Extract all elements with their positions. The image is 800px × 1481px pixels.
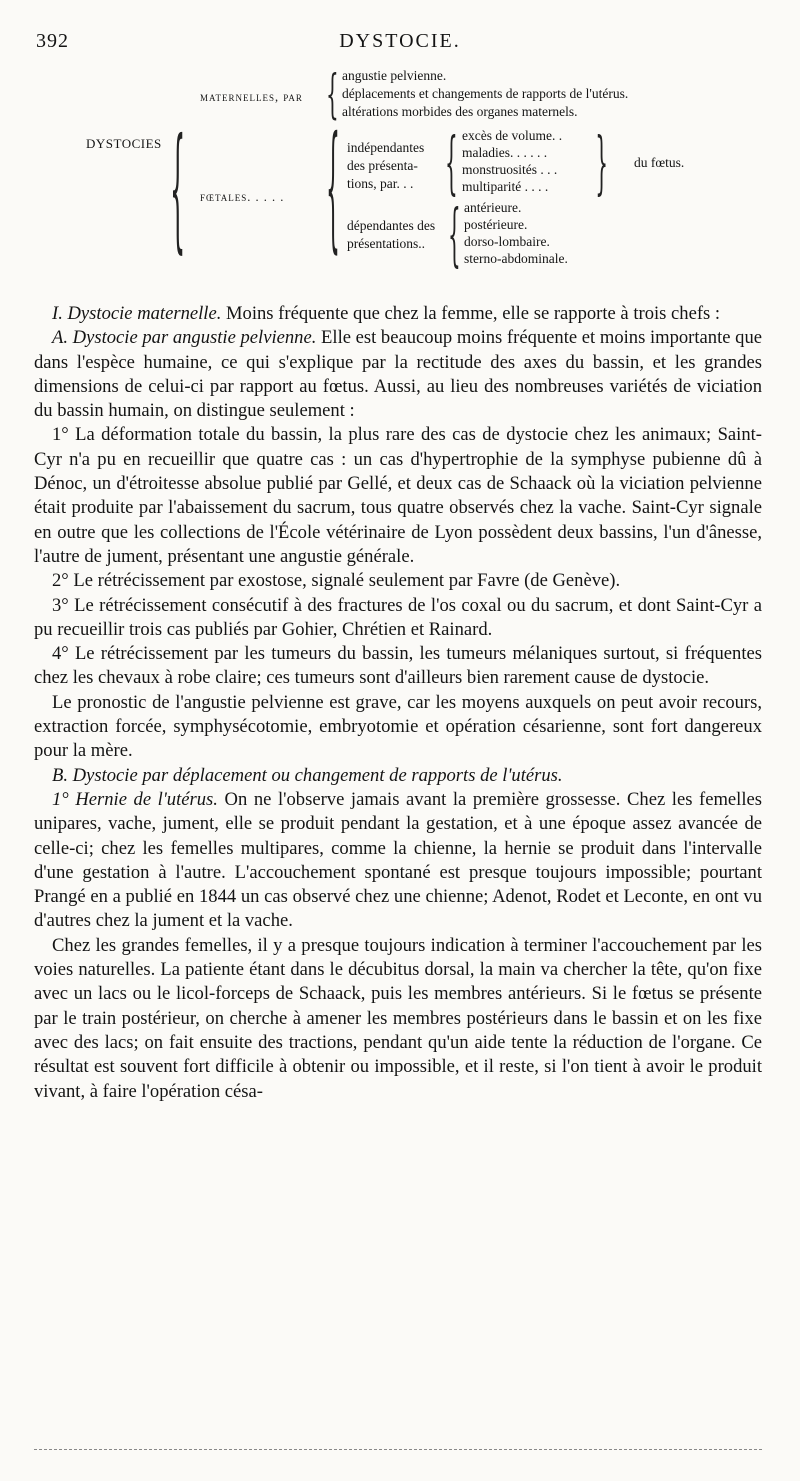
hernie-title: 1° Hernie de l'utérus. (52, 788, 218, 810)
bottom-rule (34, 1449, 762, 1450)
classification-table (30, 60, 775, 285)
paragraph-2: 2° Le rétrécissement par exostose, signalé seulement par Favre (de Genève). (52, 570, 621, 592)
brace-root: { (170, 110, 186, 268)
independantes-label-1: indépendantes (347, 140, 425, 155)
section-b-title: B. Dystocie par déplacement ou changement de rapports de l'utérus. (52, 764, 563, 786)
independantes-item-3: monstruosités . . . (462, 162, 558, 177)
section-b (34, 764, 762, 788)
section-maternelle-text: Moins fréquente que chez la femme, elle se rapporte à trois chefs : (221, 303, 721, 324)
independantes-item-1: excès de volume. . (462, 128, 563, 143)
dependantes-item-2: postérieure. (464, 217, 528, 232)
maternelles-item-1: angustie pelvienne. (342, 68, 447, 83)
brace-independantes: { (445, 121, 458, 203)
dependantes-item-4: sterno-abdominale. (464, 251, 568, 266)
brace-closing: { (595, 121, 608, 203)
maternelles-item-3: altérations morbides des organes maternels. (342, 104, 578, 119)
maternelles-item-2: déplacements et changements de rapports de l'utérus. (342, 86, 629, 101)
section-a-title: A. Dystocie par angustie pelvienne. (52, 327, 317, 349)
section-maternelle-title: I. Dystocie maternelle. (52, 303, 222, 324)
dependantes-item-1: antérieure. (464, 200, 522, 215)
independantes-item-2: maladies. . . . . . (462, 145, 548, 160)
section-a (34, 326, 762, 423)
independantes-label-3: tions, par. . . (347, 176, 414, 191)
paragraph-4: 4° Le rétrécissement par les tumeurs du bassin, les tumeurs mélaniques surtout, si fréquentes chez les chevaux à robe claire; ces tumeurs sont d'ailleurs bien rarement cause de dystocie. (34, 643, 762, 689)
brace-maternelles: { (326, 62, 339, 126)
running-title: DYSTOCIE. (339, 30, 461, 52)
paragraph-6: Chez les grandes femelles, il y a presque toujours indication à terminer l'accouchement par les voies naturelles. La patiente étant dans le décubitus dorsal, la main va chercher la tête, qu'on fixe avec un lacs ou le licol-forceps de Schaack, puis les membres antérieurs. Si le fœtus se présente par le train postérieur, on cherche à amener les membres postérieurs dans le bassin et on les fixe avec des lacs; on fait ensuite des tractions, pendant qu'un aide tente la réduction de l'organe. Ce résultat est souvent fort difficile à obtenir ou impossible, et il reste, si l'on tient à avoir le produit vivant, à faire l'opération césa- (34, 934, 762, 1102)
hernie-text: On ne l'observe jamais avant la première grossesse. Chez les femelles unipares, vache, jument, elle se produit pendant la gestation, et à une époque assez avancée de celle-ci; chez les femelles multipares, comme la chienne, la hernie se produit dans l'intervalle d'une gestation à l'autre. L'accouchement spontané est presque toujours impossible; pourtant Prangé en a publié en 1844 un cas observé chez une chienne; Adenot, Rodet et Leconte, en ont vu d'autres chez la jument et la vache. (34, 788, 762, 932)
body-text (34, 302, 762, 1104)
section-maternelle (34, 302, 762, 326)
maternelles-label: maternelles, par (200, 90, 303, 104)
foetales-label: fœtales. . . . . (200, 190, 285, 204)
paragraph-5: Le pronostic de l'angustie pelvienne est grave, car les moyens auxquels on peut avoir recours, extraction forcée, symphysécotomie, embryotomie et opération césarienne, sont fort dangereux pour la mère. (34, 691, 762, 762)
independantes-suffix: du fœtus. (634, 155, 685, 170)
classification-root: DYSTOCIES (86, 136, 162, 151)
brace-dependantes: { (448, 193, 461, 275)
page-number: 392 (36, 30, 69, 52)
page-header (36, 30, 764, 60)
dependantes-label-2: présentations.. (347, 236, 425, 251)
dependantes-label-1: dépendantes des (347, 218, 436, 233)
hernie-paragraph (34, 788, 762, 934)
dependantes-item-3: dorso-lombaire. (464, 234, 550, 249)
independantes-label-2: des présenta- (347, 158, 418, 173)
independantes-item-4: multiparité . . . . (462, 179, 549, 194)
paragraph-3: 3° Le rétrécissement consécutif à des fractures de l'os coxal ou du sacrum, et dont Saint-Cyr a pu recueillir trois cas publiés par Gohier, Chrétien et Rainard. (34, 594, 762, 640)
section-a-text: Elle est beaucoup moins fréquente et moins importante que dans l'espèce humaine, ce qui s'explique par la rectitude des axes du bassin, et les grandes dimensions de celui-ci par rapport au fœtus. Aussi, au lieu des nombreuses variétés de viciation du bassin humain, on distingue seulement : (34, 327, 763, 422)
brace-foetales: { (326, 115, 340, 271)
paragraph-1: 1° La déformation totale du bassin, la plus rare des cas de dystocie chez les animaux; Saint-Cyr n'a pu en recueillir que quatre cas : un cas d'hypertrophie de la symphyse pubienne dû à Dénoc, un d'étroitesse absolue publié par Gellé, et deux cas de Schaack où la viciation pelvienne était produite par l'abaissement du sacrum, tous quatre observés chez la vache. Saint-Cyr signale en outre que les collections de l'École vétérinaire de Lyon possèdent deux bassins, l'un d'ânesse, l'autre de jument, présentant une angustie générale. (34, 424, 762, 567)
